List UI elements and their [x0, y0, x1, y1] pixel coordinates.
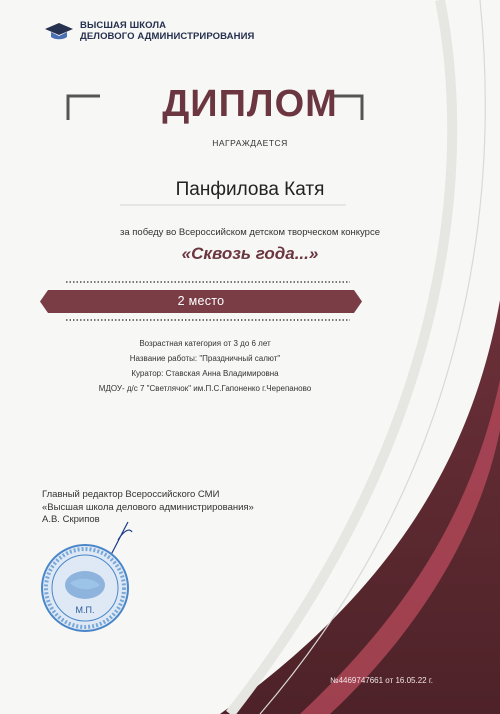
- editor-name: А.В. Скрипов: [42, 514, 100, 525]
- band-left-tip: [40, 290, 48, 313]
- editor-organization: «Высшая школа делового администрирования»: [42, 501, 254, 513]
- registration-number: №4469747661 от 16.05.22 г.: [330, 676, 433, 685]
- place-label: 2 место: [177, 294, 225, 308]
- logo-line-1: ВЫСШАЯ ШКОЛА: [80, 20, 167, 31]
- seal-label: М.П.: [75, 605, 95, 615]
- graduation-cap-icon: [44, 21, 74, 41]
- organization-logo: [44, 20, 254, 42]
- logo-text: [80, 20, 254, 42]
- awarded-label: НАГРАЖДАЕТСЯ: [212, 138, 288, 148]
- institution: МДОУ- д/с 7 "Светлячок" им.П.С.Гапоненко г.Черепаново: [98, 384, 312, 393]
- diploma-title: ДИПЛОМ: [162, 83, 338, 125]
- work-title: Название работы: "Праздничный салют": [129, 354, 281, 363]
- contest-name: «Сквозь года...»: [181, 244, 319, 263]
- age-category: Возрастная категория от 3 до 6 лет: [139, 339, 271, 348]
- editor-title: Главный редактор Всероссийского СМИ: [42, 489, 220, 500]
- logo-line-2: ДЕЛОВОГО АДМИНИСТРИРОВАНИЯ: [80, 31, 255, 42]
- signature-block: [42, 489, 254, 527]
- band-right-tip: [354, 290, 362, 313]
- award-reason: за победу во Всероссийском детском творческом конкурсе: [119, 227, 381, 238]
- official-seal: [40, 543, 130, 633]
- recipient-name: Панфилова Катя: [175, 179, 325, 200]
- curator: Куратор: Ставская Анна Владимировна: [131, 369, 279, 378]
